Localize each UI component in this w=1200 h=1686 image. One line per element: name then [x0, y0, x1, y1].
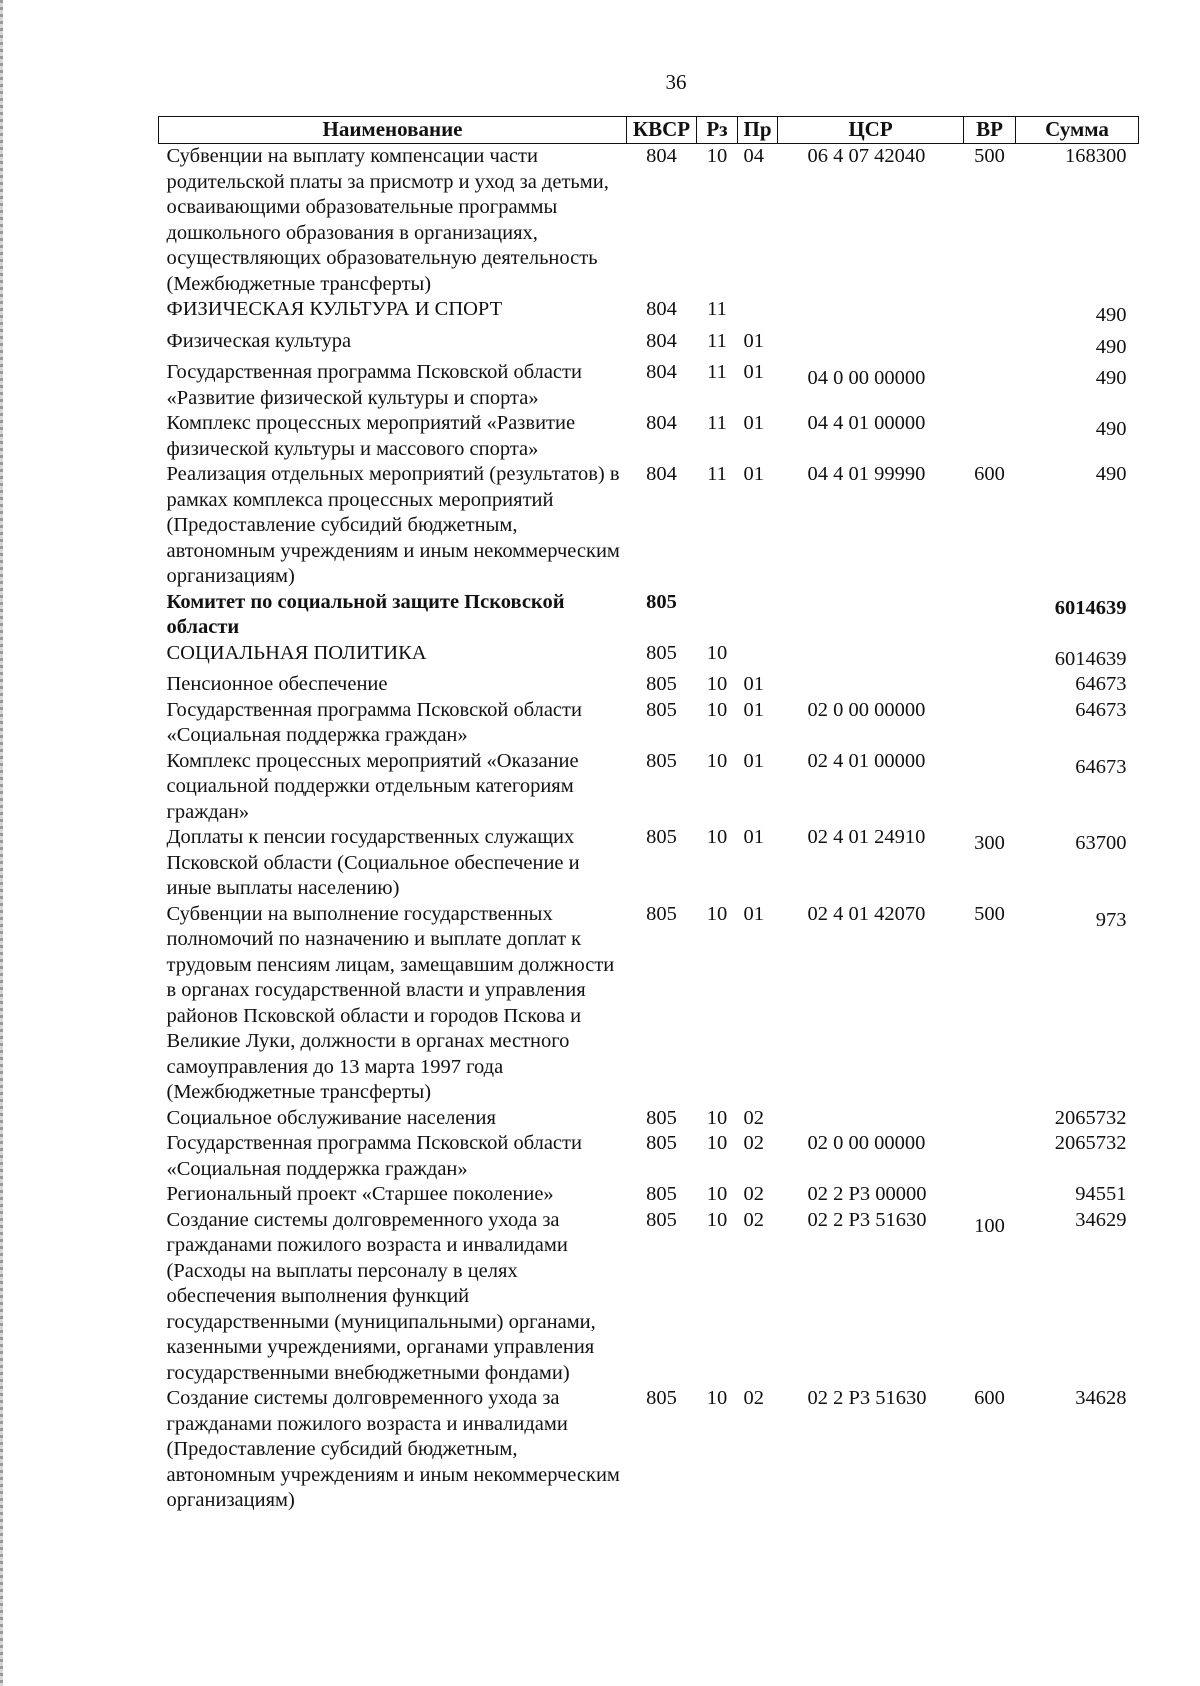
row-rz: 10	[706, 902, 728, 925]
row-name: ФИЗИЧЕСКАЯ КУЛЬТУРА И СПОРТ	[166, 298, 503, 320]
row-kvsr: 804	[646, 145, 677, 167]
row-kvsr: 805	[646, 1208, 677, 1231]
row-name: Комитет по социальной защите Псковской области	[166, 590, 565, 638]
row-csr: 02 2 P3 00000	[807, 1183, 927, 1205]
table-row	[159, 360, 1139, 411]
row-sum: 490	[1095, 304, 1127, 326]
row-kvsr: 805	[646, 590, 677, 613]
row-name: Субвенции на выполнение государственных полномочий по назначению и выплате доплат к трудовым пенсиям лицам, замещавшим должности в органах государственной власти и управления районов Псковской области и городов Пскова и Великие Луки, должности в органах местного самоуправления до 13 марта 1997 года (Межбюджетные трансферты)	[166, 902, 615, 1103]
row-name: Физическая культура	[166, 329, 352, 352]
table-body	[159, 144, 1139, 1514]
table-row	[159, 902, 1139, 1106]
table-row	[159, 672, 1139, 698]
row-vr	[964, 329, 1016, 361]
row-sum: 973	[1095, 908, 1127, 931]
row-pr: 01	[743, 749, 764, 772]
row-rz: 10	[706, 1106, 728, 1129]
row-csr	[778, 590, 964, 641]
row-pr: 02	[743, 1208, 764, 1231]
row-csr: 02 4 01 42070	[807, 902, 926, 925]
row-sum: 6014639	[1054, 647, 1127, 670]
row-pr: 01	[743, 902, 764, 925]
row-pr: 04	[743, 145, 764, 167]
row-vr	[964, 590, 1016, 641]
row-name: Комплекс процессных мероприятий «Оказание социальной поддержки отдельным категориям граждан»	[166, 749, 579, 823]
row-sum: 490	[1095, 367, 1127, 389]
row-csr: 02 2 P3 51630	[807, 1387, 927, 1409]
row-rz	[697, 590, 738, 641]
row-kvsr: 805	[646, 673, 677, 695]
row-name: Субвенции на выплату компенсации части родительской платы за присмотр и уход за детьми, осваивающими образовательные программы дошкольного образования в организациях, осуществляющих образовательную деятельность (Межбюджетные трансферты)	[166, 145, 609, 295]
row-kvsr: 804	[646, 298, 677, 320]
row-csr: 04 4 01 00000	[807, 412, 926, 434]
row-csr: 02 2 P3 51630	[807, 1208, 927, 1231]
header-kvsr: КВСР	[627, 117, 697, 144]
row-csr: 02 4 01 00000	[807, 749, 926, 772]
row-sum: 64673	[1075, 698, 1127, 721]
row-pr: 01	[743, 329, 764, 352]
row-csr	[778, 641, 964, 673]
row-vr	[964, 1106, 1016, 1132]
row-csr: 02 0 00 00000	[807, 1132, 926, 1154]
table-row	[159, 1106, 1139, 1132]
row-rz: 11	[707, 463, 727, 485]
row-name: Комплекс процессных мероприятий «Развитие физической культуры и массового спорта»	[166, 412, 576, 460]
table-row	[159, 825, 1139, 902]
header-rz: Рз	[697, 117, 738, 144]
row-csr: 04 0 00 00000	[807, 367, 926, 389]
table-row	[159, 411, 1139, 462]
row-vr	[964, 672, 1016, 698]
table-row	[159, 590, 1139, 641]
row-sum: 94551	[1075, 1183, 1127, 1205]
table-header-row	[159, 117, 1139, 144]
row-pr: 01	[743, 412, 764, 434]
row-sum: 490	[1095, 335, 1127, 358]
row-csr: 02 0 00 00000	[807, 698, 926, 721]
scan-edge	[0, 0, 3, 1686]
row-sum: 490	[1095, 418, 1127, 440]
row-rz: 10	[706, 698, 728, 721]
row-vr: 300	[974, 832, 1005, 854]
row-sum: 34629	[1075, 1208, 1127, 1231]
row-pr	[738, 297, 778, 329]
row-name: Государственная программа Псковской области «Социальная поддержка граждан»	[166, 1132, 582, 1180]
header-pr: Пр	[738, 117, 778, 144]
row-kvsr: 805	[646, 749, 677, 772]
row-vr: 500	[974, 145, 1005, 167]
row-vr	[964, 411, 1016, 462]
row-pr: 02	[743, 1183, 764, 1205]
row-rz: 11	[707, 329, 727, 352]
row-vr	[964, 749, 1016, 826]
row-kvsr: 805	[646, 1183, 677, 1205]
row-kvsr: 804	[646, 463, 677, 485]
header-name: Наименование	[159, 117, 627, 144]
table-row	[159, 1386, 1139, 1514]
row-sum: 34628	[1075, 1387, 1127, 1409]
row-kvsr: 805	[646, 1106, 677, 1129]
row-vr	[964, 641, 1016, 673]
header-csr: ЦСР	[778, 117, 964, 144]
row-sum: 490	[1095, 463, 1127, 485]
row-kvsr: 805	[646, 902, 677, 925]
row-vr: 500	[974, 902, 1005, 925]
header-sum: Сумма	[1016, 117, 1139, 144]
row-sum: 64673	[1075, 673, 1127, 695]
row-vr	[964, 1131, 1016, 1182]
row-sum: 6014639	[1054, 596, 1127, 619]
row-pr: 01	[743, 361, 764, 383]
table-row	[159, 297, 1139, 329]
row-kvsr: 805	[646, 698, 677, 721]
row-rz: 11	[707, 298, 727, 320]
row-rz: 11	[707, 361, 727, 383]
row-sum: 168300	[1065, 145, 1127, 167]
row-name: Доплаты к пенсии государственных служащих Псковской области (Социальное обеспечение и иные выплаты населению)	[166, 826, 580, 899]
budget-table	[158, 116, 1139, 1514]
row-pr: 02	[743, 1387, 764, 1409]
row-vr: 600	[974, 1387, 1005, 1409]
row-vr	[964, 698, 1016, 749]
table-row	[159, 749, 1139, 826]
row-rz: 10	[706, 673, 728, 695]
row-vr: 100	[974, 1214, 1005, 1237]
row-pr	[738, 641, 778, 673]
row-csr	[778, 329, 964, 361]
row-rz: 10	[706, 749, 728, 772]
row-pr: 02	[743, 1106, 764, 1129]
row-sum: 64673	[1075, 755, 1127, 778]
row-csr: 02 4 01 24910	[807, 826, 926, 848]
row-name: Создание системы долговременного ухода за гражданами пожилого возраста и инвалидами (Расходы на выплаты персоналу в целях обеспечения выполнения функций государственными (муниципальными) органами, казенными учреждениями, органами управления государственными внебюджетными фондами)	[166, 1208, 596, 1384]
row-sum: 63700	[1075, 832, 1127, 854]
row-pr: 01	[743, 463, 764, 485]
row-name: Создание системы долговременного ухода за гражданами пожилого возраста и инвалидами (Предоставление субсидий бюджетным, автономным учреждениям и иным некоммерческим организациям)	[166, 1387, 620, 1511]
row-rz: 11	[707, 412, 727, 434]
row-vr: 600	[974, 463, 1005, 485]
row-name: Социальное обслуживание населения	[166, 1106, 496, 1129]
row-rz: 10	[706, 1132, 728, 1154]
header-vr: ВР	[964, 117, 1016, 144]
row-kvsr: 805	[646, 1132, 677, 1154]
row-csr	[778, 672, 964, 698]
table-row	[159, 1208, 1139, 1387]
table-row	[159, 698, 1139, 749]
row-pr: 01	[743, 826, 764, 848]
row-name: Государственная программа Псковской области «Социальная поддержка граждан»	[166, 698, 582, 746]
row-rz: 10	[706, 1183, 728, 1205]
row-kvsr: 804	[646, 412, 677, 434]
row-sum: 2065732	[1054, 1106, 1127, 1129]
row-kvsr: 805	[646, 826, 677, 848]
row-csr: 06 4 07 42040	[807, 145, 926, 167]
row-vr	[964, 360, 1016, 411]
row-kvsr: 805	[646, 641, 677, 664]
row-name: Пенсионное обеспечение	[166, 673, 388, 695]
row-name: СОЦИАЛЬНАЯ ПОЛИТИКА	[166, 641, 427, 664]
row-pr: 02	[743, 1132, 764, 1154]
row-name: Государственная программа Псковской области «Развитие физической культуры и спорта»	[166, 361, 582, 409]
table-row	[159, 144, 1139, 298]
row-kvsr: 805	[646, 1387, 677, 1409]
row-rz: 10	[706, 145, 728, 167]
row-name: Реализация отдельных мероприятий (результатов) в рамках комплекса процессных мероприятий (Предоставление субсидий бюджетным, автономным учреждениям и иным некоммерческим организациям)	[166, 463, 620, 587]
row-rz: 10	[706, 826, 728, 848]
table-row	[159, 462, 1139, 590]
row-rz: 10	[706, 1387, 728, 1409]
row-pr: 01	[743, 673, 764, 695]
row-csr	[778, 297, 964, 329]
table-row	[159, 1131, 1139, 1182]
table-row	[159, 329, 1139, 361]
row-vr	[964, 1182, 1016, 1208]
table-row	[159, 1182, 1139, 1208]
table-row	[159, 641, 1139, 673]
row-pr	[738, 590, 778, 641]
row-sum: 2065732	[1054, 1132, 1127, 1154]
row-kvsr: 804	[646, 329, 677, 352]
row-vr	[964, 297, 1016, 329]
row-csr	[778, 1106, 964, 1132]
row-name: Региональный проект «Старшее поколение»	[166, 1183, 554, 1205]
row-pr: 01	[743, 698, 764, 721]
row-kvsr: 804	[646, 361, 677, 383]
row-csr: 04 4 01 99990	[807, 463, 926, 485]
page-number: 36	[665, 70, 687, 94]
row-rz: 10	[706, 641, 728, 664]
row-rz: 10	[706, 1208, 728, 1231]
